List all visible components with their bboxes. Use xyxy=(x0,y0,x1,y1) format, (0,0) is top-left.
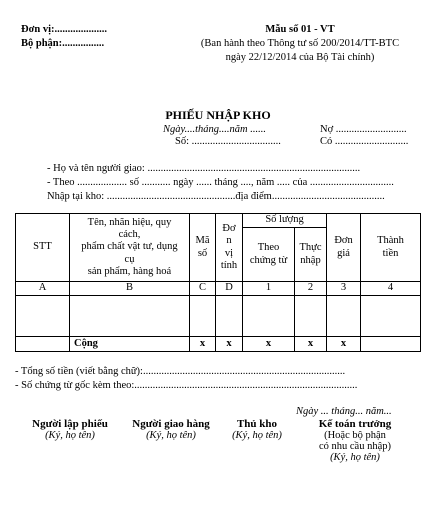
goods-table xyxy=(15,213,421,352)
reference-document-field: - Theo ................... số ........... ngày ...... tháng ...., năm ..... của ................................ xyxy=(47,177,394,188)
bo-phan-label: Bộ phận:................ xyxy=(21,38,105,49)
signer-chief-accountant: Kế toán trưởng (Hoặc bộ phận có nhu cầu nhập) (Ký, họ tên) xyxy=(318,418,392,463)
header-code: Mã số xyxy=(190,214,216,282)
total-mark: x xyxy=(327,337,361,352)
code-cell: 3 xyxy=(327,282,361,296)
sign-date: Ngày ... tháng... năm... xyxy=(296,406,392,417)
signer-deliverer: Người giao hàng (Ký, họ tên) xyxy=(132,418,210,441)
code-cell: B xyxy=(70,282,190,296)
header-unit-price: Đơn giá xyxy=(327,214,361,282)
total-mark: x xyxy=(243,337,295,352)
total-mark: x xyxy=(190,337,216,352)
page-title: PHIẾU NHẬP KHO xyxy=(165,108,271,122)
deliverer-name-field: - Họ và tên người giao: ................................................................................. xyxy=(47,163,361,174)
warehouse-field: Nhập tại kho: .................................................địa điểm........................................... xyxy=(47,191,385,202)
title-date: Ngày....tháng....năm ...... xyxy=(163,124,266,135)
header-per-document: Theo chứng từ xyxy=(243,228,295,282)
total-amount-words: - Tổng số tiền (viết bằng chữ):............................................................................. xyxy=(15,366,346,377)
signer-storekeeper: Thủ kho (Ký, họ tên) xyxy=(232,418,282,441)
attached-documents: - Số chứng từ gốc kèm theo:..................................................................................... xyxy=(15,380,358,391)
header-stt: STT xyxy=(16,214,70,282)
issued-line-1: (Ban hành theo Thông tư số 200/2014/TT-BTC xyxy=(200,38,400,49)
code-cell: A xyxy=(16,282,70,296)
code-cell: C xyxy=(190,282,216,296)
header-unit: Đơ n vị tính xyxy=(216,214,243,282)
header-item-name: Tên, nhãn hiệu, quy cách, phẩm chất vật tư, dụng cụ sản phẩm, hàng hoá xyxy=(70,214,190,282)
code-row xyxy=(16,282,421,296)
total-mark: x xyxy=(295,337,327,352)
form-number: Mẫu số 01 - VT xyxy=(265,24,335,35)
header-actual-received: Thực nhập xyxy=(295,228,327,282)
issued-line-2: ngày 22/12/2014 của Bộ Tài chính) xyxy=(225,52,375,63)
voucher-number: Số: .................................. xyxy=(175,136,281,147)
signer-preparer: Người lập phiếu (Ký, họ tên) xyxy=(32,418,108,441)
don-vi-label: Đơn vị:.................... xyxy=(21,24,108,35)
code-cell: 1 xyxy=(243,282,295,296)
header-quantity: Số lượng xyxy=(243,214,327,228)
total-mark: x xyxy=(216,337,243,352)
code-cell: D xyxy=(216,282,243,296)
total-row xyxy=(16,337,421,352)
debit-account: Nợ ........................... xyxy=(320,124,407,135)
credit-account: Có ............................ xyxy=(320,136,409,147)
code-cell: 4 xyxy=(361,282,421,296)
header-amount: Thành tiền xyxy=(361,214,421,282)
table-row xyxy=(16,296,421,337)
code-cell: 2 xyxy=(295,282,327,296)
total-label: Cộng xyxy=(70,337,190,352)
